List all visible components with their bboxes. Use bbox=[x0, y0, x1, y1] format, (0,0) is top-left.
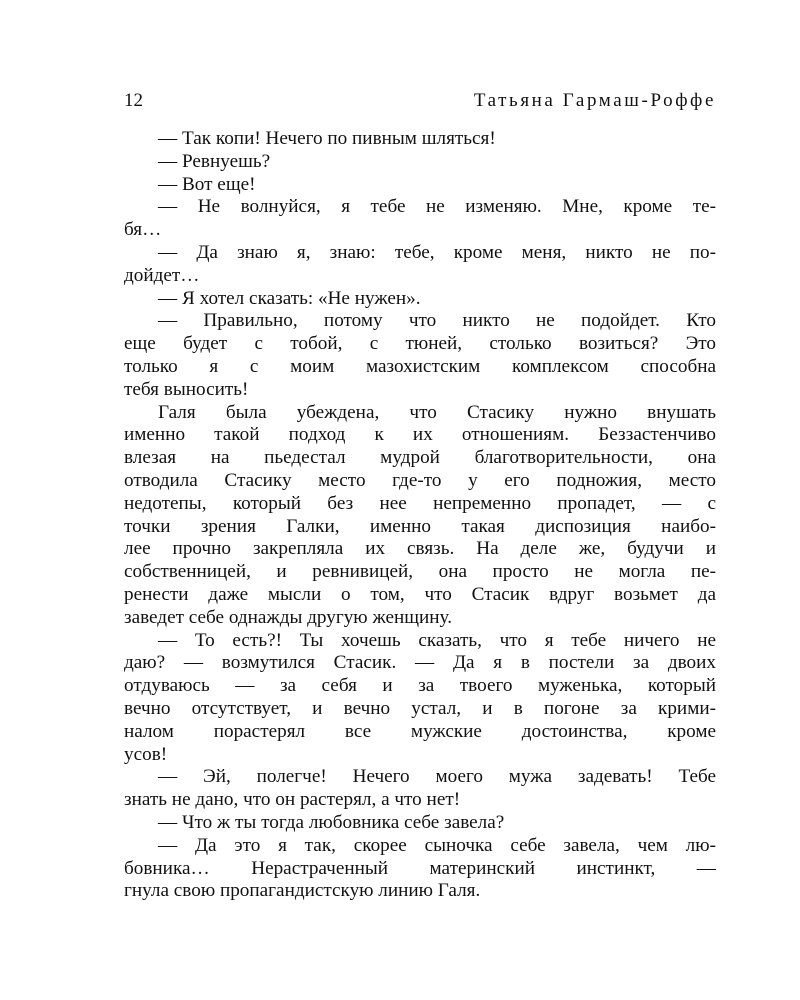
text-line: ренести даже мысли о том, что Стасик вдруг возьмет да bbox=[124, 583, 716, 605]
page-number: 12 bbox=[124, 90, 143, 111]
text-line: — Да знаю я, знаю: тебе, кроме меня, никто не по- bbox=[158, 241, 716, 263]
text-line: Галя была убеждена, что Стасику нужно внушать bbox=[158, 401, 716, 423]
text-line: даю? — возмутился Стасик. — Да я в постели за двоих bbox=[124, 652, 716, 674]
text-line: — Эй, полегче! Нечего моего мужа задевать! Тебе bbox=[158, 766, 716, 788]
text-line: тебя выносить! bbox=[124, 378, 249, 400]
text-line: только я с моим мазохистским комплексом способна bbox=[124, 355, 716, 377]
text-line: — То есть?! Ты хочешь сказать, что я тебе ничего не bbox=[158, 629, 716, 651]
text-line: — Я хотел сказать: «Не нужен». bbox=[158, 287, 421, 309]
text-line: вечно отсутствует, и вечно устал, и в погоне за крими- bbox=[124, 697, 716, 719]
text-line: — Что ж ты тогда любовника себе завела? bbox=[158, 811, 505, 833]
text-line: точки зрения Галки, именно такая диспозиция наибо- bbox=[124, 515, 716, 537]
text-line: собственницей, и ревнивицей, она просто не могла пе- bbox=[124, 561, 716, 583]
body-text bbox=[124, 128, 716, 903]
text-line: — Правильно, потому что никто не подойдет. Кто bbox=[158, 310, 716, 332]
text-line: заведет себе однажды другую женщину. bbox=[124, 606, 453, 628]
text-line: лее прочно закрепляла их связь. На деле же, будучи и bbox=[124, 538, 716, 560]
text-line: — Вот еще! bbox=[158, 173, 256, 195]
text-line: знать не дано, что он растерял, а что нет! bbox=[124, 789, 461, 811]
text-line: гнула свою пропагандистскую линию Галя. bbox=[124, 880, 481, 902]
page-header bbox=[124, 90, 716, 118]
text-line: — Ревнуешь? bbox=[158, 150, 271, 172]
text-line: — Так копи! Нечего по пивным шляться! bbox=[158, 128, 496, 149]
text-line: дойдет… bbox=[124, 264, 200, 286]
text-line: бовника… Нерастраченный материнский инстинкт, — bbox=[124, 857, 716, 879]
text-line: влезая на пьедестал мудрой благотворительности, она bbox=[124, 447, 716, 469]
text-line: отдуваюсь — за себя и за твоего муженька, который bbox=[124, 675, 716, 697]
text-line: — Не волнуйся, я тебе не изменяю. Мне, кроме те- bbox=[158, 196, 716, 218]
text-line: еще будет с тобой, с тюней, столько возиться? Это bbox=[124, 333, 716, 355]
text-line: налом порастерял все мужские достоинства, кроме bbox=[124, 720, 716, 742]
text-line: именно такой подход к их отношениям. Беззастенчиво bbox=[124, 424, 716, 446]
text-line: бя… bbox=[124, 219, 162, 241]
text-line: недотепы, который без нее непременно пропадет, — с bbox=[124, 492, 716, 514]
text-line: усов! bbox=[124, 743, 168, 765]
text-line: отводила Стасику место где-то у его подножия, место bbox=[124, 469, 716, 491]
running-head: Татьяна Гармаш-Роффе bbox=[473, 90, 716, 111]
text-line: — Да это я так, скорее сыночка себе завела, чем лю- bbox=[158, 834, 716, 856]
